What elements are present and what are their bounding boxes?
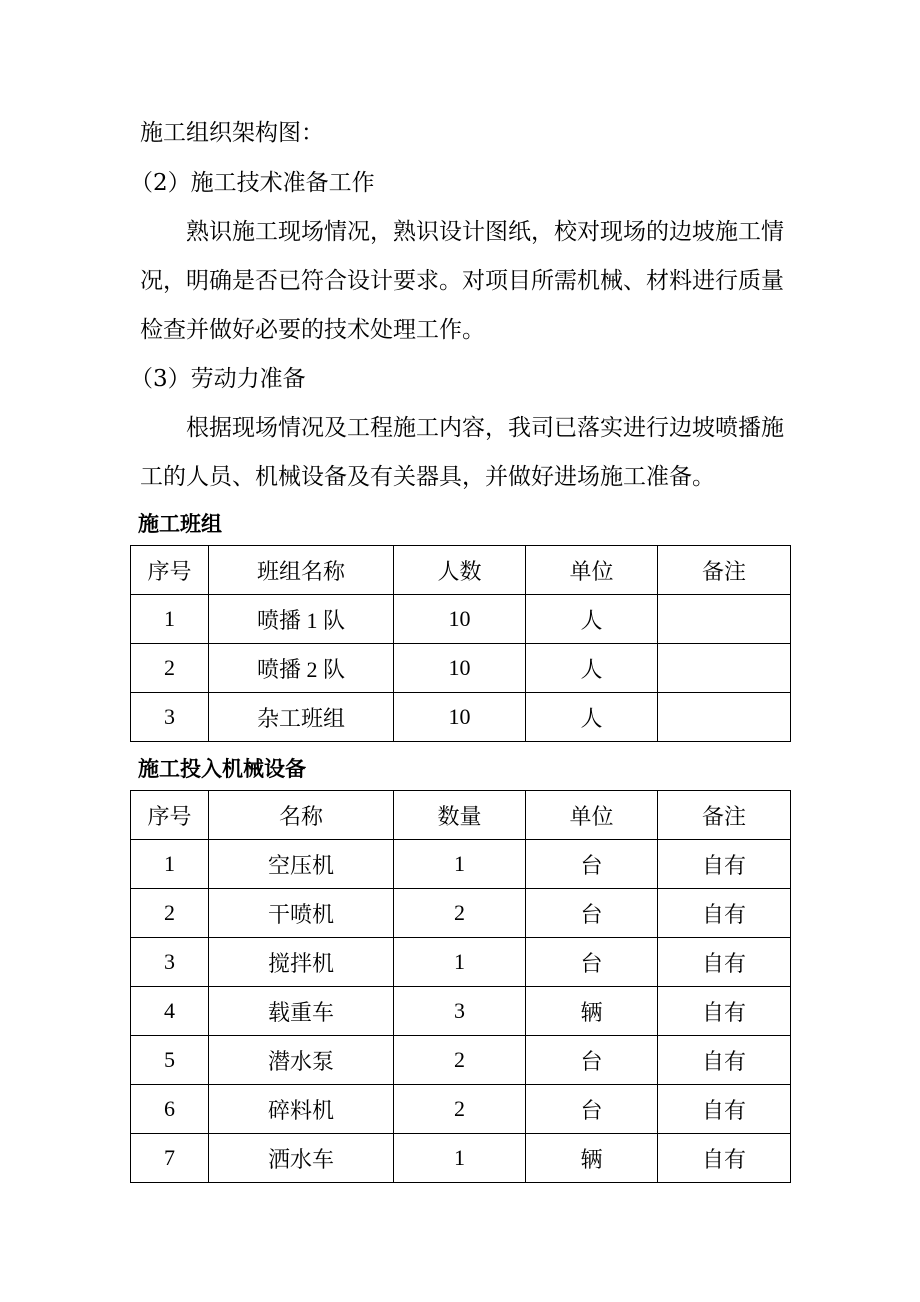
header-cell: 单位 [526, 546, 658, 595]
table-cell: 6 [131, 1085, 209, 1134]
table-cell: 1 [394, 1134, 526, 1183]
table-cell: 1 [394, 938, 526, 987]
crew-table [130, 545, 791, 742]
header-cell: 人数 [394, 546, 526, 595]
table-cell: 碎料机 [209, 1085, 394, 1134]
table-row [131, 840, 791, 889]
table-cell: 台 [526, 1085, 658, 1134]
equipment-table-header-row [131, 791, 791, 840]
table-cell: 10 [394, 595, 526, 644]
table-cell: 自有 [658, 1036, 791, 1085]
labor-heading: （3）劳动力准备 [130, 366, 306, 392]
tech-prep-line-3: 检查并做好必要的技术处理工作。 [140, 317, 485, 343]
table-cell: 自有 [658, 889, 791, 938]
table-cell: 2 [131, 644, 209, 693]
header-cell: 班组名称 [209, 546, 394, 595]
tech-prep-line-2: 况，明确是否已符合设计要求。对项目所需机械、材料进行质量 [140, 268, 784, 294]
table-cell: 3 [131, 938, 209, 987]
equipment-table-title: 施工投入机械设备 [138, 757, 306, 781]
table-cell: 自有 [658, 840, 791, 889]
org-chart-label: 施工组织架构图： [140, 120, 324, 146]
table-row [131, 1036, 791, 1085]
table-cell: 人 [526, 595, 658, 644]
tech-prep-line-1: 熟识施工现场情况，熟识设计图纸，校对现场的边坡施工情 [186, 219, 784, 245]
table-cell: 潜水泵 [209, 1036, 394, 1085]
table-row [131, 1085, 791, 1134]
table-cell: 人 [526, 644, 658, 693]
table-cell: 5 [131, 1036, 209, 1085]
table-cell [658, 693, 791, 742]
table-cell: 杂工班组 [209, 693, 394, 742]
labor-line-2: 工的人员、机械设备及有关器具，并做好进场施工准备。 [140, 464, 715, 490]
tech-prep-heading: （2）施工技术准备工作 [130, 170, 375, 196]
table-row [131, 938, 791, 987]
header-cell: 单位 [526, 791, 658, 840]
crew-table-header-row [131, 546, 791, 595]
table-cell: 辆 [526, 1134, 658, 1183]
table-cell: 台 [526, 1036, 658, 1085]
table-cell: 7 [131, 1134, 209, 1183]
table-cell: 台 [526, 889, 658, 938]
table-cell: 自有 [658, 1134, 791, 1183]
table-row [131, 987, 791, 1036]
table-cell: 1 [131, 840, 209, 889]
table-cell: 载重车 [209, 987, 394, 1036]
header-cell: 名称 [209, 791, 394, 840]
table-cell: 喷播 2 队 [209, 644, 394, 693]
table-cell: 2 [394, 1036, 526, 1085]
table-row [131, 1134, 791, 1183]
table-cell: 1 [394, 840, 526, 889]
table-cell: 自有 [658, 1085, 791, 1134]
table-cell: 人 [526, 693, 658, 742]
table-row [131, 889, 791, 938]
table-row [131, 693, 791, 742]
equipment-table [130, 790, 791, 1183]
table-row [131, 595, 791, 644]
table-cell: 干喷机 [209, 889, 394, 938]
crew-table-title: 施工班组 [138, 512, 222, 536]
header-cell: 备注 [658, 791, 791, 840]
table-cell [658, 644, 791, 693]
labor-line-1: 根据现场情况及工程施工内容，我司已落实进行边坡喷播施 [186, 415, 784, 441]
table-cell: 10 [394, 693, 526, 742]
header-cell: 序号 [131, 546, 209, 595]
table-cell [658, 595, 791, 644]
table-cell: 辆 [526, 987, 658, 1036]
header-cell: 备注 [658, 546, 791, 595]
table-row [131, 644, 791, 693]
table-cell: 10 [394, 644, 526, 693]
table-cell: 2 [394, 889, 526, 938]
table-cell: 喷播 1 队 [209, 595, 394, 644]
table-cell: 1 [131, 595, 209, 644]
table-cell: 2 [131, 889, 209, 938]
table-cell: 3 [394, 987, 526, 1036]
table-cell: 自有 [658, 987, 791, 1036]
table-cell: 搅拌机 [209, 938, 394, 987]
header-cell: 数量 [394, 791, 526, 840]
table-cell: 4 [131, 987, 209, 1036]
table-cell: 空压机 [209, 840, 394, 889]
table-cell: 2 [394, 1085, 526, 1134]
table-cell: 自有 [658, 938, 791, 987]
header-cell: 序号 [131, 791, 209, 840]
table-cell: 台 [526, 938, 658, 987]
table-cell: 台 [526, 840, 658, 889]
table-cell: 3 [131, 693, 209, 742]
table-cell: 洒水车 [209, 1134, 394, 1183]
